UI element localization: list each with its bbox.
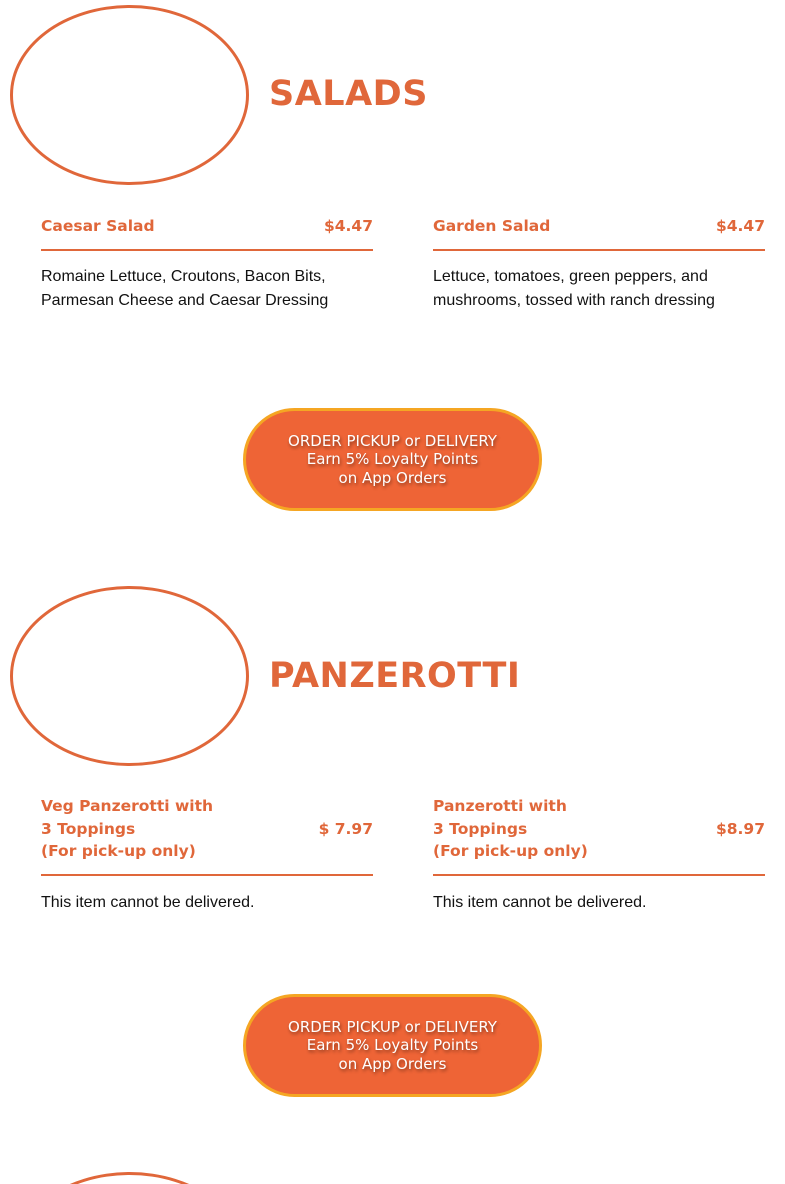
item-description: This item cannot be delivered.	[41, 894, 255, 911]
item-description: Lettuce, tomatoes, green peppers, and mushrooms, tossed with ranch dressing	[433, 268, 715, 309]
item-price: $4.47	[323, 217, 373, 235]
item-name: Veg Panzerotti with 3 Toppings (For pick-up only)	[41, 797, 214, 860]
panzerotti-title: PANZEROTTI	[269, 656, 521, 696]
next-section-image-frame	[10, 1172, 249, 1184]
menu-item-panzerotti[interactable]	[433, 795, 765, 915]
item-price: $ 7.97	[318, 820, 373, 838]
menu-item-veg-panzerotti[interactable]	[41, 795, 373, 915]
salads-section	[0, 0, 785, 330]
cta-line-3: on App Orders	[338, 468, 447, 487]
item-header	[41, 795, 373, 876]
item-header	[433, 795, 765, 876]
cta-line-1: ORDER PICKUP or DELIVERY	[288, 431, 497, 450]
order-pickup-delivery-button[interactable]	[243, 408, 542, 511]
item-price: $4.47	[715, 217, 765, 235]
item-price: $8.97	[715, 820, 765, 838]
order-pickup-delivery-button-2[interactable]	[243, 994, 542, 1097]
cta-line-3: on App Orders	[338, 1054, 447, 1073]
panzerotti-image-frame	[10, 586, 249, 766]
item-name: Panzerotti with 3 Toppings (For pick-up only)	[433, 797, 588, 860]
cta-line-2: Earn 5% Loyalty Points	[306, 450, 479, 469]
item-name: Caesar Salad	[41, 217, 155, 235]
menu-item-caesar-salad[interactable]	[41, 214, 373, 313]
cta-line-1: ORDER PICKUP or DELIVERY	[288, 1017, 497, 1036]
menu-item-garden-salad[interactable]	[433, 214, 765, 313]
item-description: This item cannot be delivered.	[433, 894, 647, 911]
cta-line-2: Earn 5% Loyalty Points	[306, 1036, 479, 1055]
item-header	[41, 214, 373, 251]
salads-title: SALADS	[269, 74, 428, 114]
salads-image-frame	[10, 5, 249, 185]
item-header	[433, 214, 765, 251]
panzerotti-section	[0, 586, 785, 926]
item-name: Garden Salad	[433, 217, 551, 235]
item-description: Romaine Lettuce, Croutons, Bacon Bits, Parmesan Cheese and Caesar Dressing	[41, 268, 329, 309]
